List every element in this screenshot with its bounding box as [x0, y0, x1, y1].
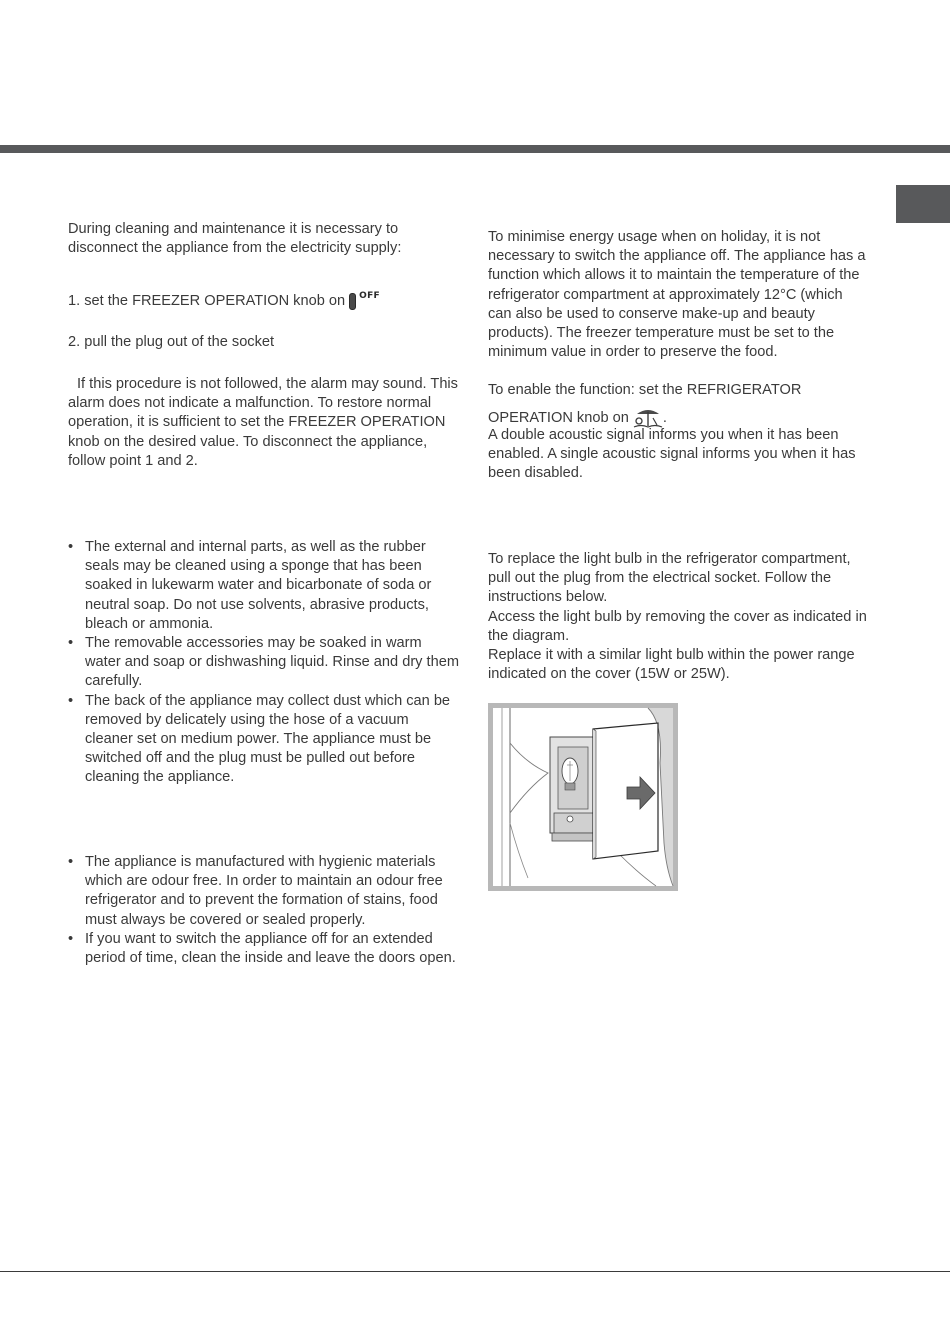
enable-line-2 [488, 406, 870, 428]
step-1-text: 1. set the FREEZER OPERATION knob on [68, 293, 346, 309]
bulb-access-text: Access the light bulb by removing the cover as indicated in the diagram. [488, 608, 867, 644]
list-item: • The back of the appliance may collect dust which can be removed by delicately using the hose of a vacuum cleaner set on medium power. The appliance must be switched off and the plug must be pulled out before cleaning the appliance. [68, 692, 460, 788]
holiday-text: To minimise energy usage when on holiday, it is not necessary to switch the appliance off. The appliance has a function which allows it to maintain the temperature of the refrigerator compartment at approximately 12°C (which can also be used to conserve make-up and beauty products). The freezer temperature must be set to the minimum value in order to preserve the food. [488, 229, 866, 361]
freezer-knob-off-icon [349, 293, 356, 310]
page-tab-marker [896, 185, 950, 223]
off-label: OFF [359, 291, 380, 301]
list-item: • The external and internal parts, as well as the rubber seals may be cleaned using a sponge that has been soaked in lukewarm water and bicarbonate of soda or neutral soap. Do not use solvents, abrasive products, bleach or ammonia. [68, 538, 460, 634]
enable-line-2-text: OPERATION knob on [488, 410, 629, 426]
disconnect-intro: During cleaning and maintenance it is necessary to disconnect the appliance from the electricity supply: [68, 221, 402, 257]
enable-line-2-end: . [662, 410, 667, 426]
alarm-note: If this procedure is not followed, the alarm may sound. This alarm does not indicate a malfunction. To restore normal operation, it is sufficient to set the FREEZER OPERATION knob on the desired value. To disconnect the appliance, follow point 1 and 2. [68, 376, 458, 469]
bulb-instructions [488, 550, 870, 684]
list-item: • The removable accessories may be soaked in warm water and soap or dishwashing liquid. Rinse and dry them carefully. [68, 634, 460, 692]
cleaning-list [68, 538, 460, 788]
header-bar [0, 145, 950, 153]
holiday-umbrella-icon [633, 406, 663, 428]
step-2: 2. pull the plug out of the socket [68, 334, 275, 350]
step-1 [68, 287, 458, 311]
bulb-text: To replace the light bulb in the refrigerator compartment, pull out the plug from the electrical socket. Follow the instructions below. [488, 551, 851, 606]
list-item: • If you want to switch the appliance off for an extended period of time, clean the inside and leave the doors open. [68, 930, 460, 968]
list-item: • The appliance is manufactured with hygienic materials which are odour free. In order to maintain an odour free refrigerator and to prevent the formation of stains, food must always be covered or sealed properly. [68, 853, 460, 930]
footer-rule [0, 1271, 950, 1272]
odour-list [68, 853, 460, 968]
signal-text: A double acoustic signal informs you when it has been enabled. A single acoustic signal informs you when it has been disabled. [488, 427, 856, 482]
enable-line-1: To enable the function: set the REFRIGERATOR [488, 382, 802, 398]
light-bulb-cover-diagram [488, 703, 678, 891]
bulb-replace-text: Replace it with a similar light bulb within the power range indicated on the cover (15W or 25W). [488, 647, 855, 683]
